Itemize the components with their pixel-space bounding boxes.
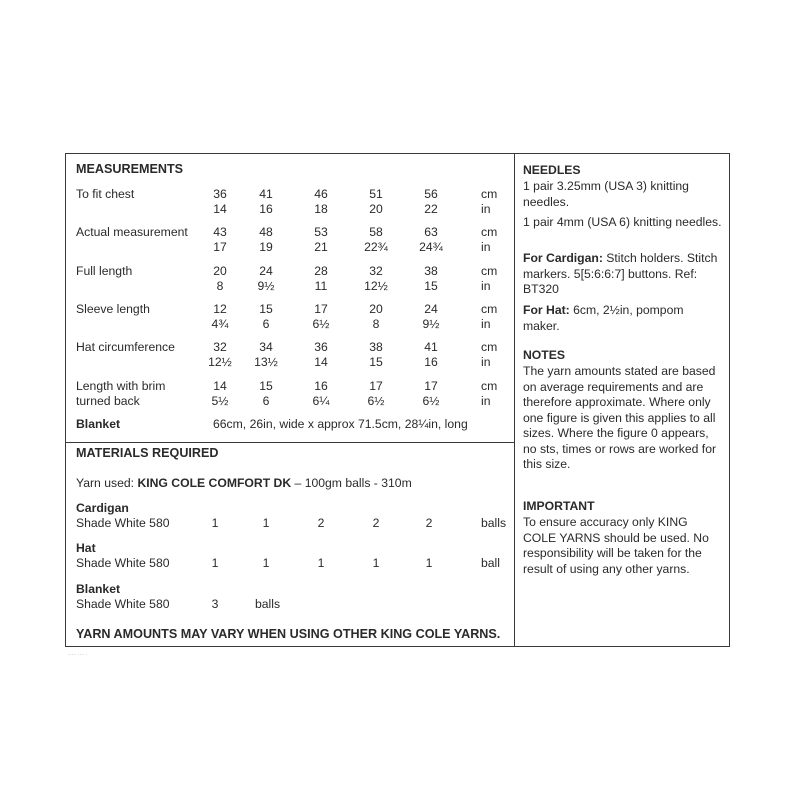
notes-text: The yarn amounts stated are based on average requirements and are therefore approximate. Where only one figure is given this applies to all sizes. Where the figure 0 appears, no sts, times or rows are worked for this size. — [523, 364, 717, 471]
measurement-unit-cm: cm — [481, 302, 498, 316]
measurement-value-in: 22 — [424, 202, 438, 216]
measurement-value-cm: 58 — [369, 225, 383, 239]
measurement-label: Hat circumference — [76, 340, 175, 354]
measurement-value-in: 6½ — [312, 317, 330, 331]
notes-heading: NOTES — [523, 348, 565, 362]
measurement-label: Full length — [76, 264, 133, 278]
measurement-value-cm: 24 — [424, 302, 438, 316]
measurement-value-in: 12½ — [364, 279, 388, 293]
measurement-value-cm: 32 — [213, 340, 227, 354]
yarn-amount: 1 — [372, 556, 380, 570]
yarn-amount: 1 — [262, 516, 270, 530]
measurement-value-in: 4¾ — [211, 317, 229, 331]
measurement-value-in: 16 — [259, 202, 273, 216]
needles-cardigan — [523, 251, 723, 298]
measurement-label-cont: turned back — [76, 394, 140, 408]
yarn-warning: YARN AMOUNTS MAY VARY WHEN USING OTHER KING COLE YARNS. — [76, 627, 501, 641]
measurement-value-cm: 24 — [259, 264, 273, 278]
measurement-value-cm: 51 — [369, 187, 383, 201]
hat-shade: Shade White 580 — [76, 556, 170, 570]
measurement-value-in: 14 — [314, 355, 328, 369]
measurement-value-cm: 17 — [314, 302, 328, 316]
blanket-size-label: Blanket — [76, 417, 121, 431]
yarn-amount: 2 — [425, 516, 433, 530]
yarn-amount: 1 — [425, 556, 433, 570]
measurement-label: Length with brim — [76, 379, 166, 393]
section-divider — [65, 442, 515, 443]
measurement-value-cm: 28 — [314, 264, 328, 278]
measurement-unit-in: in — [481, 202, 491, 216]
yarn-used-prefix: Yarn used: — [76, 476, 138, 490]
measurement-value-in: 15 — [369, 355, 383, 369]
needles-cardigan-text: Stitch holders. Stitch markers. 5[5:6:6:7] buttons. Ref: BT320 — [523, 251, 718, 296]
measurement-value-in: 16 — [424, 355, 438, 369]
measurement-value-cm: 38 — [424, 264, 438, 278]
measurement-value-in: 9½ — [422, 317, 440, 331]
measurement-value-in: 14 — [213, 202, 227, 216]
measurement-label: To fit chest — [76, 187, 135, 201]
measurement-value-cm: 48 — [259, 225, 273, 239]
needles-line-2: 1 pair 4mm (USA 6) knitting needles. — [523, 215, 722, 229]
blanket-amount: 3 — [211, 597, 219, 611]
yarn-name: KING COLE COMFORT DK — [137, 476, 292, 490]
measurement-unit-cm: cm — [481, 340, 498, 354]
materials-heading: MATERIALS REQUIRED — [76, 446, 219, 460]
measurement-value-cm: 43 — [213, 225, 227, 239]
important-heading: IMPORTANT — [523, 499, 595, 513]
hat-title: Hat — [76, 541, 96, 555]
measurement-label: Actual measurement — [76, 225, 188, 239]
measurement-value-in: 6½ — [422, 394, 440, 408]
yarn-amount: 2 — [372, 516, 380, 530]
blanket-shade: Shade White 580 — [76, 597, 170, 611]
yarn-amount: 1 — [262, 556, 270, 570]
cardigan-title: Cardigan — [76, 501, 129, 515]
measurement-unit-cm: cm — [481, 264, 498, 278]
measurement-value-in: 5½ — [211, 394, 229, 408]
measurement-value-in: 17 — [213, 240, 227, 254]
measurement-value-in: 21 — [314, 240, 328, 254]
column-divider — [514, 153, 515, 647]
measurement-value-in: 19 — [259, 240, 273, 254]
measurement-unit-cm: cm — [481, 187, 498, 201]
measurement-unit-in: in — [481, 279, 491, 293]
yarn-amount: 1 — [317, 556, 325, 570]
measurement-value-cm: 53 — [314, 225, 328, 239]
blanket-unit: balls — [255, 597, 281, 611]
measurement-label: Sleeve length — [76, 302, 150, 316]
measurement-value-cm: 20 — [369, 302, 383, 316]
measurement-value-cm: 38 — [369, 340, 383, 354]
measurement-value-in: 24¾ — [419, 240, 443, 254]
measurement-value-in: 6¼ — [312, 394, 330, 408]
measurement-value-cm: 34 — [259, 340, 273, 354]
measurement-value-in: 8 — [372, 317, 380, 331]
measurement-value-in: 12½ — [208, 355, 232, 369]
yarn-amount: 2 — [317, 516, 325, 530]
needles-hat — [523, 303, 723, 334]
measurement-value-cm: 36 — [314, 340, 328, 354]
needles-line-1: 1 pair 3.25mm (USA 3) knitting needles. — [523, 179, 689, 209]
measurement-value-in: 18 — [314, 202, 328, 216]
measurement-value-cm: 16 — [314, 379, 328, 393]
needles-hat-text: 6cm, 2½in, pompom maker. — [523, 303, 684, 333]
measurement-value-cm: 15 — [259, 379, 273, 393]
measurement-value-in: 11 — [314, 279, 328, 293]
blanket-title: Blanket — [76, 582, 121, 596]
measurement-value-in: 22¾ — [364, 240, 388, 254]
important-text: To ensure accuracy only KING COLE YARNS should be used. No responsibility will be taken for the result of using any other yarns. — [523, 515, 709, 576]
cardigan-unit: balls — [481, 516, 507, 530]
measurement-value-in: 8 — [216, 279, 224, 293]
yarn-amount: 1 — [211, 556, 219, 570]
measurement-value-cm: 17 — [369, 379, 383, 393]
measurement-value-cm: 36 — [213, 187, 227, 201]
measurement-unit-cm: cm — [481, 225, 498, 239]
measurement-value-cm: 41 — [259, 187, 273, 201]
hat-unit: ball — [481, 556, 500, 570]
measurement-value-cm: 20 — [213, 264, 227, 278]
measurement-unit-cm: cm — [481, 379, 498, 393]
needles-cardigan-label: For Cardigan: — [523, 251, 603, 265]
measurement-unit-in: in — [481, 355, 491, 369]
measurement-value-cm: 46 — [314, 187, 328, 201]
measurement-unit-in: in — [481, 240, 491, 254]
yarn-used-suffix: – 100gm balls - 310m — [291, 476, 412, 490]
yarn-used-line — [76, 476, 412, 492]
measurement-value-cm: 15 — [259, 302, 273, 316]
measurement-value-in: 9½ — [257, 279, 275, 293]
measurement-value-cm: 14 — [213, 379, 227, 393]
measurement-value-cm: 12 — [213, 302, 227, 316]
measurement-value-in: 20 — [369, 202, 383, 216]
measurement-value-cm: 41 — [424, 340, 438, 354]
yarn-amount: 1 — [211, 516, 219, 530]
needles-heading: NEEDLES — [523, 163, 581, 177]
measurement-value-in: 6½ — [367, 394, 385, 408]
measurement-unit-in: in — [481, 317, 491, 331]
measurement-value-cm: 32 — [369, 264, 383, 278]
measurement-value-cm: 63 — [424, 225, 438, 239]
needles-hat-label: For Hat: — [523, 303, 570, 317]
measurement-value-in: 15 — [424, 279, 438, 293]
measurement-value-cm: 56 — [424, 187, 438, 201]
leaflet-ref-mark: ····· ···· · — [68, 652, 88, 658]
measurement-value-cm: 17 — [424, 379, 438, 393]
measurement-unit-in: in — [481, 394, 491, 408]
measurement-value-in: 13½ — [254, 355, 278, 369]
cardigan-shade: Shade White 580 — [76, 516, 170, 530]
measurement-value-in: 6 — [262, 394, 270, 408]
blanket-size-value: 66cm, 26in, wide x approx 71.5cm, 28¼in, long — [213, 417, 468, 431]
measurements-heading: MEASUREMENTS — [76, 162, 184, 176]
measurement-value-in: 6 — [262, 317, 270, 331]
